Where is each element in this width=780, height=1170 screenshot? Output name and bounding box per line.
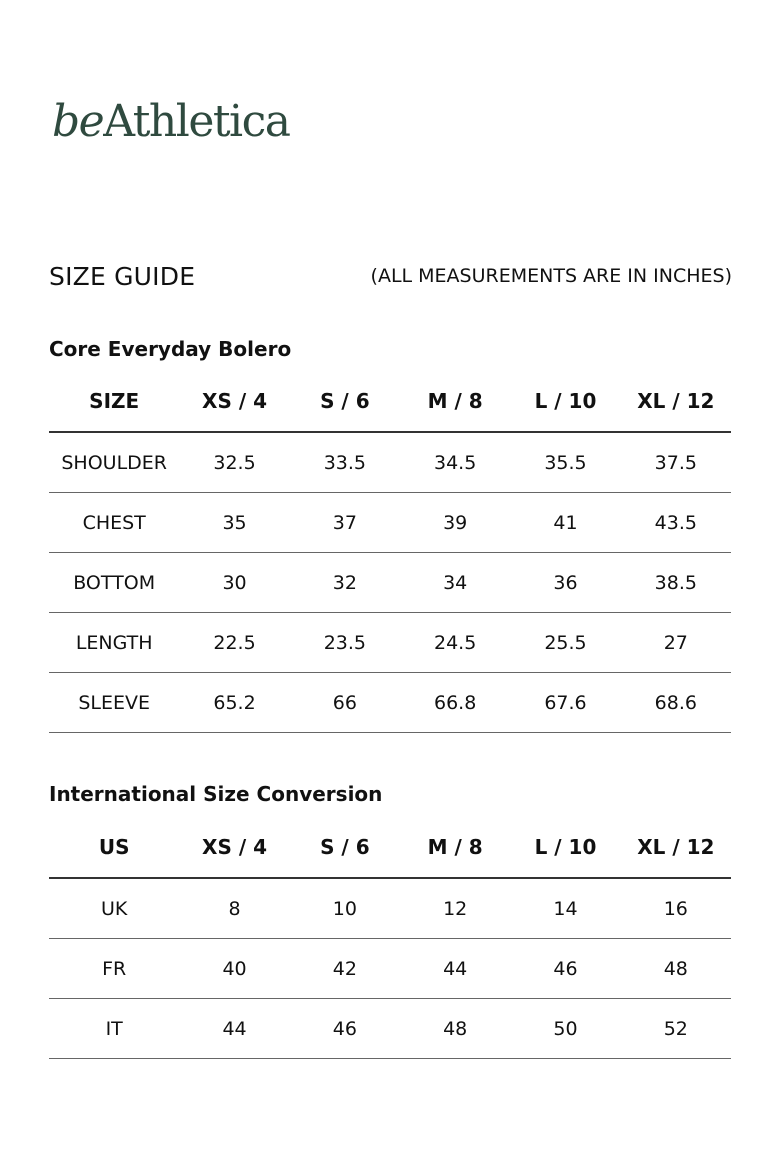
table-cell: 35.5 <box>510 432 620 493</box>
header-cell: S / 6 <box>290 816 400 878</box>
table-cell: 32.5 <box>179 432 289 493</box>
table-cell: 23.5 <box>290 613 400 673</box>
table-cell: 16 <box>621 878 731 939</box>
table-cell: 66 <box>290 673 400 733</box>
table-cell: 48 <box>400 999 510 1059</box>
row-label: SHOULDER <box>49 432 179 493</box>
table-header-row <box>49 816 731 878</box>
header-cell: XL / 12 <box>621 370 731 432</box>
table-cell: 68.6 <box>621 673 731 733</box>
table-cell: 32 <box>290 553 400 613</box>
table-cell: 44 <box>179 999 289 1059</box>
table-cell: 30 <box>179 553 289 613</box>
table-cell: 52 <box>621 999 731 1059</box>
page-title: SIZE GUIDE <box>49 262 196 291</box>
row-label: BOTTOM <box>49 553 179 613</box>
table-row <box>49 553 731 613</box>
table-cell: 34 <box>400 553 510 613</box>
brand-logo <box>52 96 290 147</box>
table-row <box>49 493 731 553</box>
table-cell: 34.5 <box>400 432 510 493</box>
section-title-bolero: Core Everyday Bolero <box>49 337 292 361</box>
row-label: UK <box>49 878 179 939</box>
header-cell: XL / 12 <box>621 816 731 878</box>
table-cell: 42 <box>290 939 400 999</box>
brand-suffix: Athletica <box>103 96 290 147</box>
table-cell: 38.5 <box>621 553 731 613</box>
table-cell: 24.5 <box>400 613 510 673</box>
table-cell: 8 <box>179 878 289 939</box>
row-label: CHEST <box>49 493 179 553</box>
table-row <box>49 432 731 493</box>
table-cell: 39 <box>400 493 510 553</box>
header-cell: M / 8 <box>400 370 510 432</box>
table-cell: 46 <box>290 999 400 1059</box>
table-cell: 65.2 <box>179 673 289 733</box>
table-cell: 10 <box>290 878 400 939</box>
row-label: LENGTH <box>49 613 179 673</box>
row-label: FR <box>49 939 179 999</box>
brand-prefix: be <box>52 96 104 147</box>
header-cell: SIZE <box>49 370 179 432</box>
table-cell: 66.8 <box>400 673 510 733</box>
table-cell: 25.5 <box>510 613 620 673</box>
header-cell: L / 10 <box>510 816 620 878</box>
table-cell: 27 <box>621 613 731 673</box>
header-cell: S / 6 <box>290 370 400 432</box>
header-cell: M / 8 <box>400 816 510 878</box>
table-cell: 12 <box>400 878 510 939</box>
section-title-conversion: International Size Conversion <box>49 782 383 806</box>
table-row <box>49 939 731 999</box>
bolero-size-table <box>49 370 731 733</box>
row-label: SLEEVE <box>49 673 179 733</box>
header-cell: US <box>49 816 179 878</box>
table-cell: 50 <box>510 999 620 1059</box>
table-row <box>49 673 731 733</box>
table-row <box>49 878 731 939</box>
table-cell: 36 <box>510 553 620 613</box>
table-header-row <box>49 370 731 432</box>
table-cell: 67.6 <box>510 673 620 733</box>
table-cell: 14 <box>510 878 620 939</box>
table-cell: 35 <box>179 493 289 553</box>
table-cell: 37.5 <box>621 432 731 493</box>
units-note: (ALL MEASUREMENTS ARE IN INCHES) <box>370 265 732 287</box>
row-label: IT <box>49 999 179 1059</box>
conversion-table <box>49 816 731 1059</box>
table-cell: 37 <box>290 493 400 553</box>
header-cell: XS / 4 <box>179 370 289 432</box>
header-cell: XS / 4 <box>179 816 289 878</box>
table-cell: 48 <box>621 939 731 999</box>
table-cell: 46 <box>510 939 620 999</box>
table-row <box>49 613 731 673</box>
table-cell: 44 <box>400 939 510 999</box>
table-cell: 22.5 <box>179 613 289 673</box>
table-cell: 33.5 <box>290 432 400 493</box>
table-cell: 41 <box>510 493 620 553</box>
table-row <box>49 999 731 1059</box>
header-cell: L / 10 <box>510 370 620 432</box>
table-cell: 43.5 <box>621 493 731 553</box>
table-cell: 40 <box>179 939 289 999</box>
